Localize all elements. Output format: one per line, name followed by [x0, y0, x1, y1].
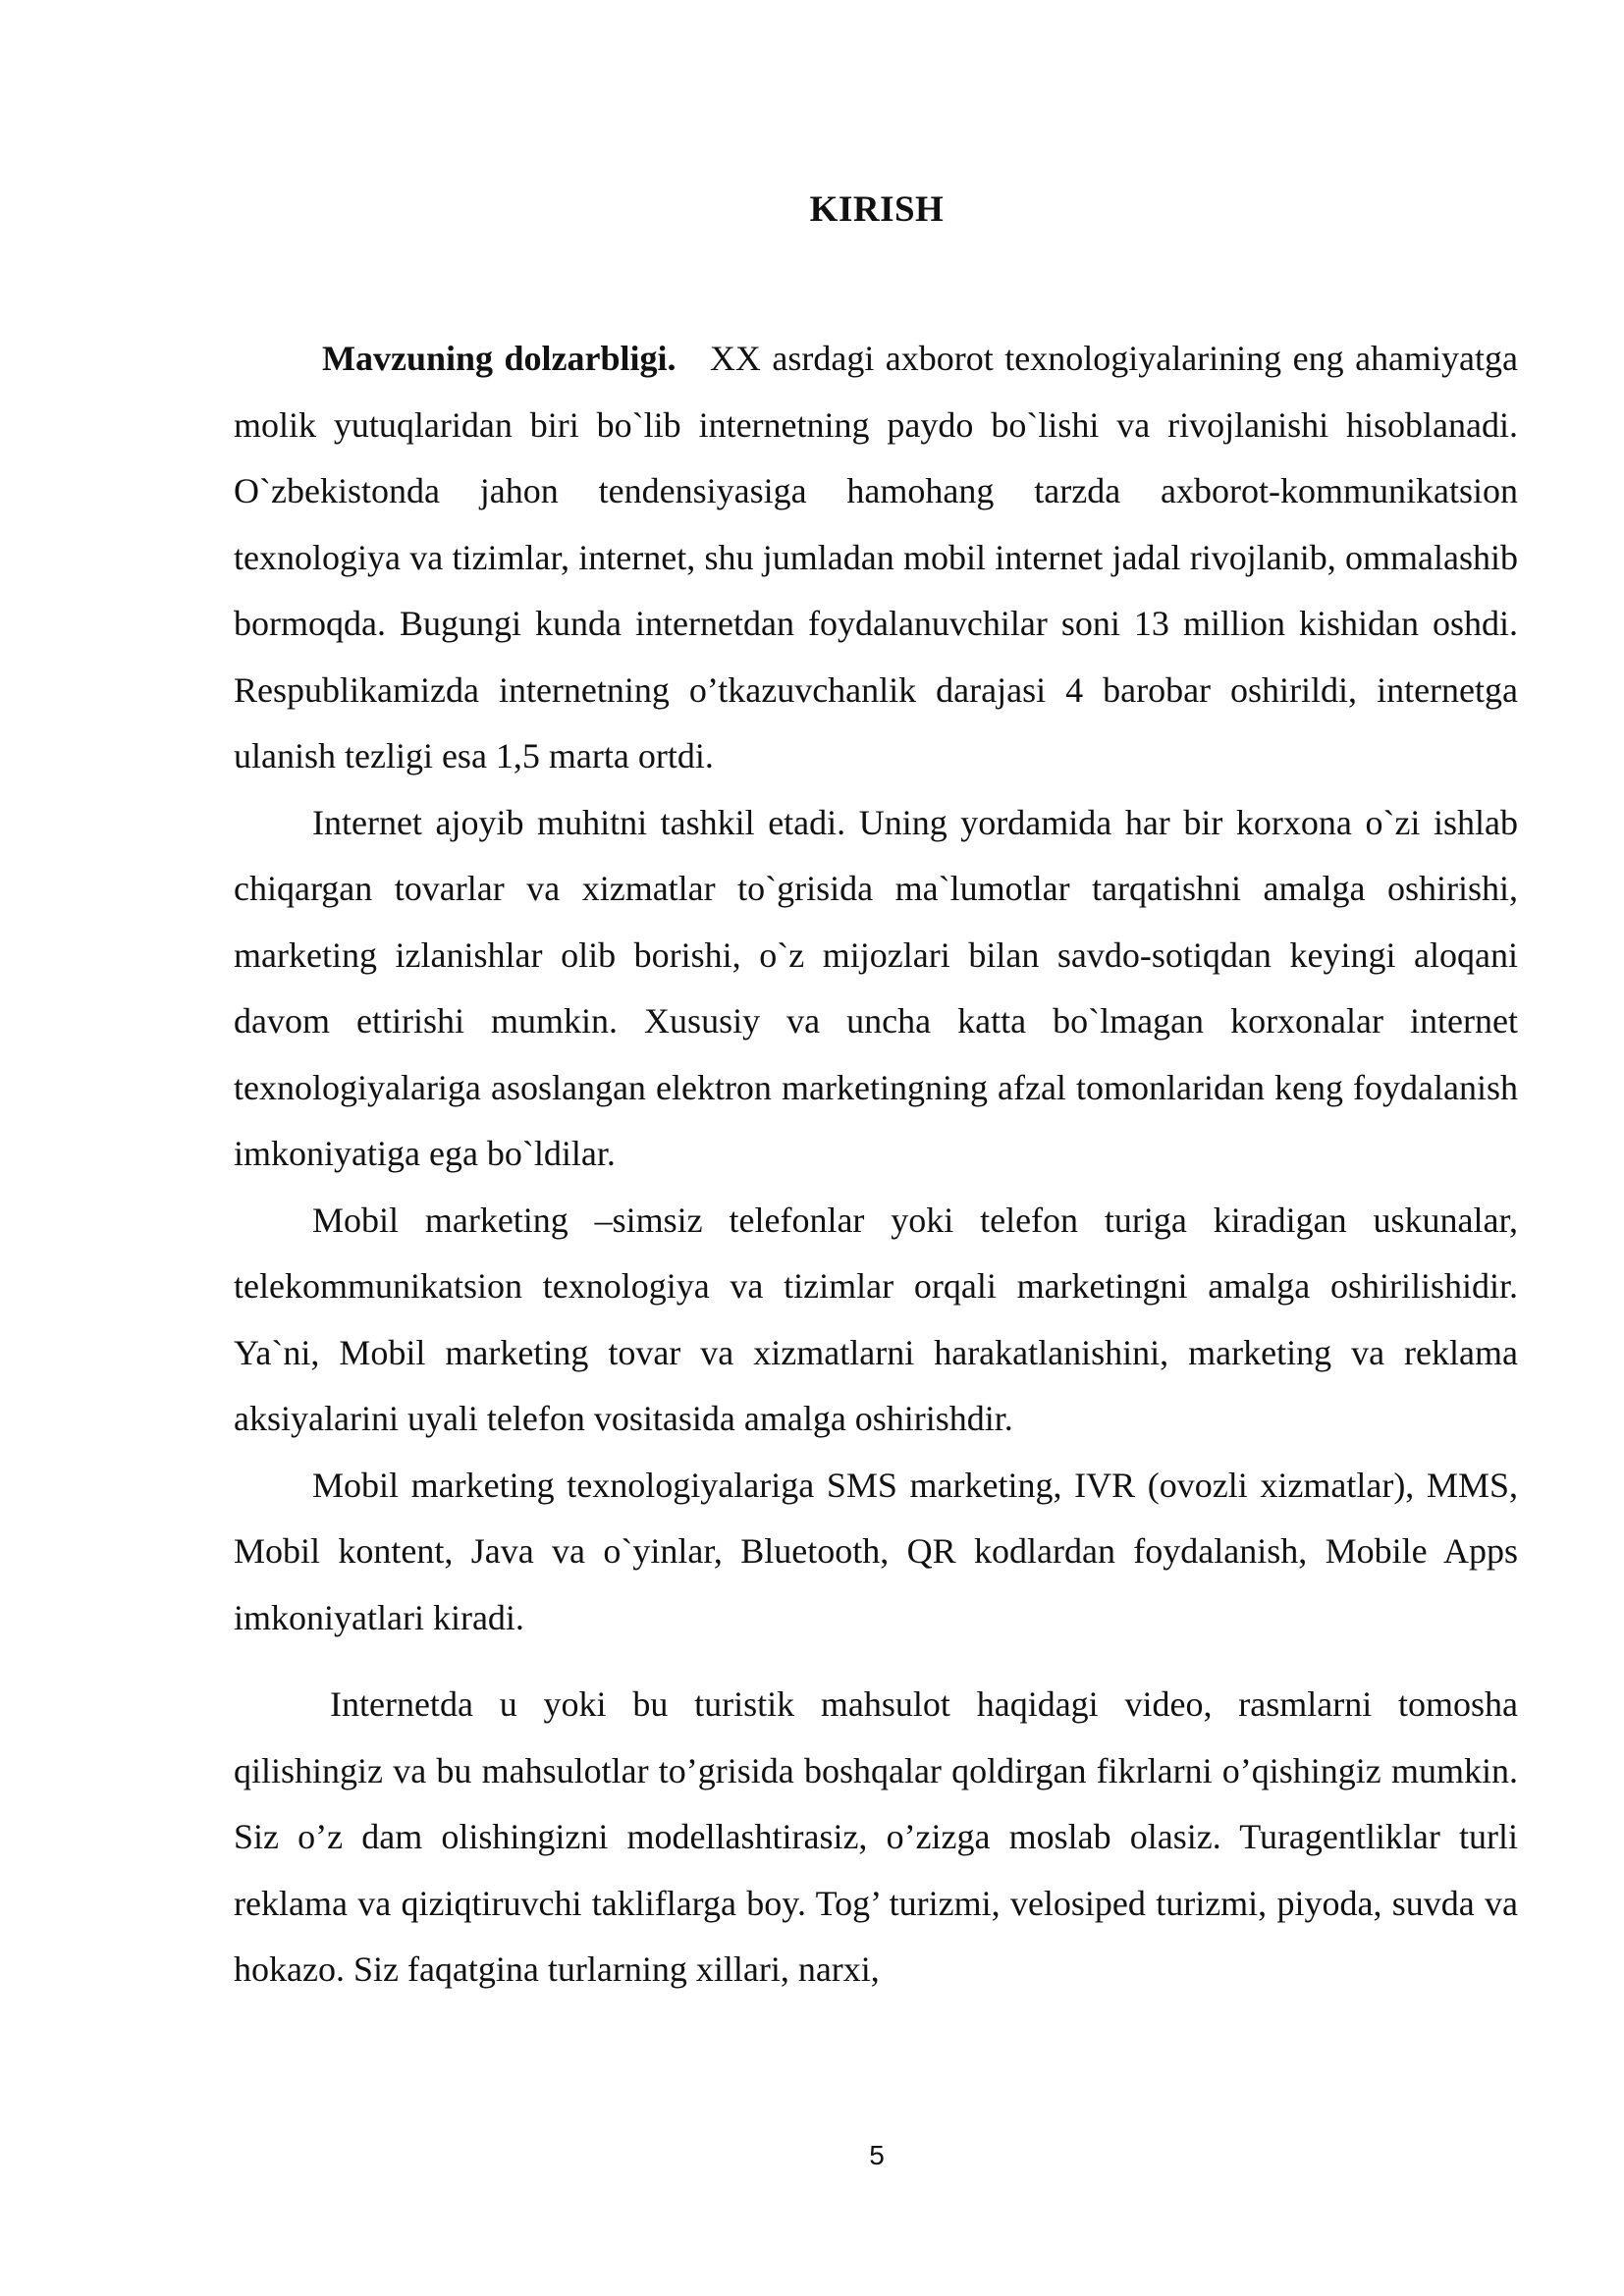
section-heading: KIRISH — [809, 189, 945, 230]
page-number: 5 — [869, 2140, 885, 2170]
paragraph-tourism: Internetda u yoki bu turistik mahsulot haqidagi video, rasmlarni tomosha qilishingiz va bu mahsulotlar to’grisida boshqalar qoldirgan fikrlarni o’qishingiz mumkin. Siz o’z dam olishingizni modellashtirasiz, o’zizga moslab olasiz. Turagentliklar turli reklama va qiziqtiruvchi takliflarga boy. Tog’ turizmi, velosiped turizmi, piyoda, suvda va hokazo. Siz faqatgina turlarning xillari, narxi, — [234, 1684, 1518, 1989]
paragraph-lead: Mavzuning dolzarbligi. — [322, 339, 677, 378]
paragraph-relevance — [234, 326, 1518, 790]
paragraph-internet: Internet ajoyib muhitni tashkil etadi. Uning yordamida har bir korxona o`zi ishlab chiqargan tovarlar va xizmatlar to`grisida ma`lumotlar tarqatishni amalga oshirishi, marketing izlanishlar olib borishi, o`z mijozlari bilan savdo-sotiqdan keyingi aloqani davom ettirishi mumkin. Xususiy va uncha katta bo`lmagan korxonalar internet texnologiyalariga asoslangan elektron marketingning afzal tomonlaridan keng foydalanish imkoniyatiga ega bo`ldilar. — [234, 802, 1518, 1173]
paragraph-text: XX asrdagi axborot texnologiyalarining eng ahamiyatga molik yutuqlaridan biri bo`lib internetning paydo bo`lishi va rivojlanishi hisoblanadi. O`zbekistonda jahon tendensiyasiga hamohang tarzda axborot-kommunikatsion texnologiya va tizimlar, internet, shu jumladan mobil internet jadal rivojlanib, ommalashib bormoqda. Bugungi kunda internetdan foydalanuvchilar soni 13 million kishidan oshdi. Respublikamizda internetning o’tkazuvchanlik darajasi 4 barobar oshirildi, internetga ulanish tezligi esa 1,5 marta ortdi. — [234, 339, 1518, 775]
paragraph-mobile-technologies: Mobil marketing texnologiyalariga SMS marketing, IVR (ovozli xizmatlar), MMS, Mobil kontent, Java va o`yinlar, Bluetooth, QR kodlardan foydalanish, Mobile Apps imkoniyatlari kiradi. — [234, 1465, 1518, 1637]
paragraph-mobile-marketing: Mobil marketing –simsiz telefonlar yoki telefon turiga kiradigan uskunalar, telekommunikatsion texnologiya va tizimlar orqali marketingni amalga oshirilishidir. Ya`ni, Mobil marketing tovar va xizmatlarni harakatlanishini, marketing va reklama aksiyalarini uyali telefon vositasida amalga oshirishdir. — [234, 1200, 1518, 1438]
body-text — [234, 326, 1518, 2003]
